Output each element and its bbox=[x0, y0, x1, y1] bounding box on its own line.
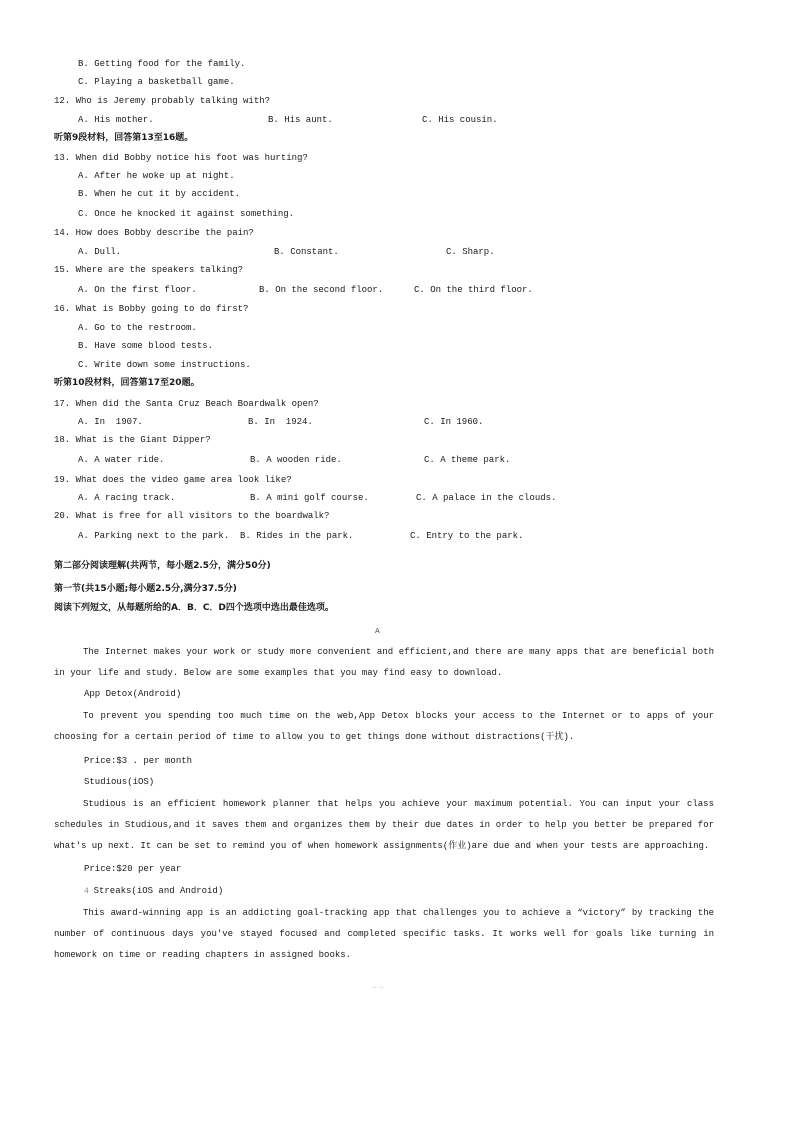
q16-option-b[interactable]: B. Have some blood tests. bbox=[78, 341, 214, 351]
q16-stem: 16. What is Bobby going to do first? bbox=[54, 304, 249, 314]
app1-price: Price:$3 . per month bbox=[84, 756, 193, 766]
part-2-instructions: 阅读下列短文，从每题所给的A．B．C．D四个选项中选出最佳选项。 bbox=[54, 603, 334, 613]
section-10-header: 听第10段材料，回答第17至20题。 bbox=[54, 378, 200, 388]
q15-stem: 15. Where are the speakers talking? bbox=[54, 265, 244, 275]
q20-option-c[interactable]: C. Entry to the park. bbox=[410, 531, 524, 541]
q17-stem: 17. When did the Santa Cruz Beach Boardwalk open? bbox=[54, 399, 319, 409]
q19-option-a[interactable]: A. A racing track. bbox=[78, 493, 176, 503]
q12-option-a[interactable]: A. His mother. bbox=[78, 115, 154, 125]
q17-option-a[interactable]: A. In 1907. bbox=[78, 417, 143, 427]
q12-stem: 12. Who is Jeremy probably talking with? bbox=[54, 96, 271, 106]
app3-description: This award-winning app is an addicting goal-tracking app that challenges you to achieve a “victory” by tracking the number of continuous days you've stayed focused and completed specific tasks. It works well for goals like turning in homework on time or reading chapters in assigned books. bbox=[54, 908, 714, 960]
app2-title: Studious(iOS) bbox=[84, 777, 155, 787]
app3-title: Streaks(iOS and Android) bbox=[93, 886, 224, 896]
q18-option-a[interactable]: A. A water ride. bbox=[78, 455, 165, 465]
part-2-header: 第二部分阅读理解(共两节，每小题2.5分，满分50分) bbox=[54, 561, 271, 571]
q12-option-b[interactable]: B. His aunt. bbox=[268, 115, 333, 125]
q16-option-c[interactable]: C. Write down some instructions. bbox=[78, 360, 251, 370]
page-footer-mark-icon: — — bbox=[372, 985, 384, 991]
q12-option-c[interactable]: C. His cousin. bbox=[422, 115, 498, 125]
q15-option-c[interactable]: C. On the third floor. bbox=[414, 285, 533, 295]
q11-option-b[interactable]: B. Getting food for the family. bbox=[78, 59, 246, 69]
app1-title: App Detox(Android) bbox=[84, 689, 182, 699]
app2-price: Price:$20 per year bbox=[84, 864, 182, 874]
q14-option-b[interactable]: B. Constant. bbox=[274, 247, 339, 257]
q16-option-a[interactable]: A. Go to the restroom. bbox=[78, 323, 197, 333]
q19-option-c[interactable]: C. A palace in the clouds. bbox=[416, 493, 557, 503]
q14-option-c[interactable]: C. Sharp. bbox=[446, 247, 495, 257]
section-9-header: 听第9段材料，回答第13至16题。 bbox=[54, 133, 194, 143]
q18-option-b[interactable]: B. A wooden ride. bbox=[250, 455, 342, 465]
app3-title-row bbox=[84, 885, 223, 898]
q14-stem: 14. How does Bobby describe the pain? bbox=[54, 228, 254, 238]
q13-option-a[interactable]: A. After he woke up at night. bbox=[78, 171, 235, 181]
q11-option-c[interactable]: C. Playing a basketball game. bbox=[78, 77, 235, 87]
q19-stem: 19. What does the video game area look like? bbox=[54, 475, 292, 485]
q19-option-b[interactable]: B. A mini golf course. bbox=[250, 493, 369, 503]
q17-option-b[interactable]: B. In 1924. bbox=[248, 417, 313, 427]
part-2-section-1-header: 第一节(共15小题;每小题2.5分,满分37.5分) bbox=[54, 584, 237, 594]
q13-option-c[interactable]: C. Once he knocked it against something. bbox=[78, 209, 295, 219]
q15-option-a[interactable]: A. On the first floor. bbox=[78, 285, 197, 295]
app3-number-marker-icon: 4 bbox=[84, 887, 94, 896]
q14-option-a[interactable]: A. Dull. bbox=[78, 247, 122, 257]
passage-label: A bbox=[375, 627, 380, 635]
q20-option-a[interactable]: A. Parking next to the park. bbox=[78, 531, 230, 541]
q13-option-b[interactable]: B. When he cut it by accident. bbox=[78, 189, 241, 199]
q15-option-b[interactable]: B. On the second floor. bbox=[259, 285, 384, 295]
q18-option-c[interactable]: C. A theme park. bbox=[424, 455, 511, 465]
app1-description: To prevent you spending too much time on the web,App Detox blocks your access to the Internet or to apps of your choosing for a certain period of time to allow you to get things done without distractions(干扰). bbox=[54, 711, 714, 742]
q17-option-c[interactable]: C. In 1960. bbox=[424, 417, 484, 427]
passage-intro: The Internet makes your work or study more convenient and efficient,and there are many apps that are beneficial both in your life and study. Below are some examples that you may find easy to download. bbox=[54, 647, 714, 678]
q13-stem: 13. When did Bobby notice his foot was hurting? bbox=[54, 153, 308, 163]
q18-stem: 18. What is the Giant Dipper? bbox=[54, 435, 211, 445]
q20-option-b[interactable]: B. Rides in the park. bbox=[240, 531, 354, 541]
q20-stem: 20. What is free for all visitors to the boardwalk? bbox=[54, 511, 330, 521]
app2-description: Studious is an efficient homework planner that helps you achieve your maximum potential. You can input your class schedules in Studious,and it saves them and organizes them by their due dates in order to help you better be prepared for what's up next. It can be set to remind you of when homework assignments(作业)are due and when your tests are approaching. bbox=[54, 799, 714, 851]
